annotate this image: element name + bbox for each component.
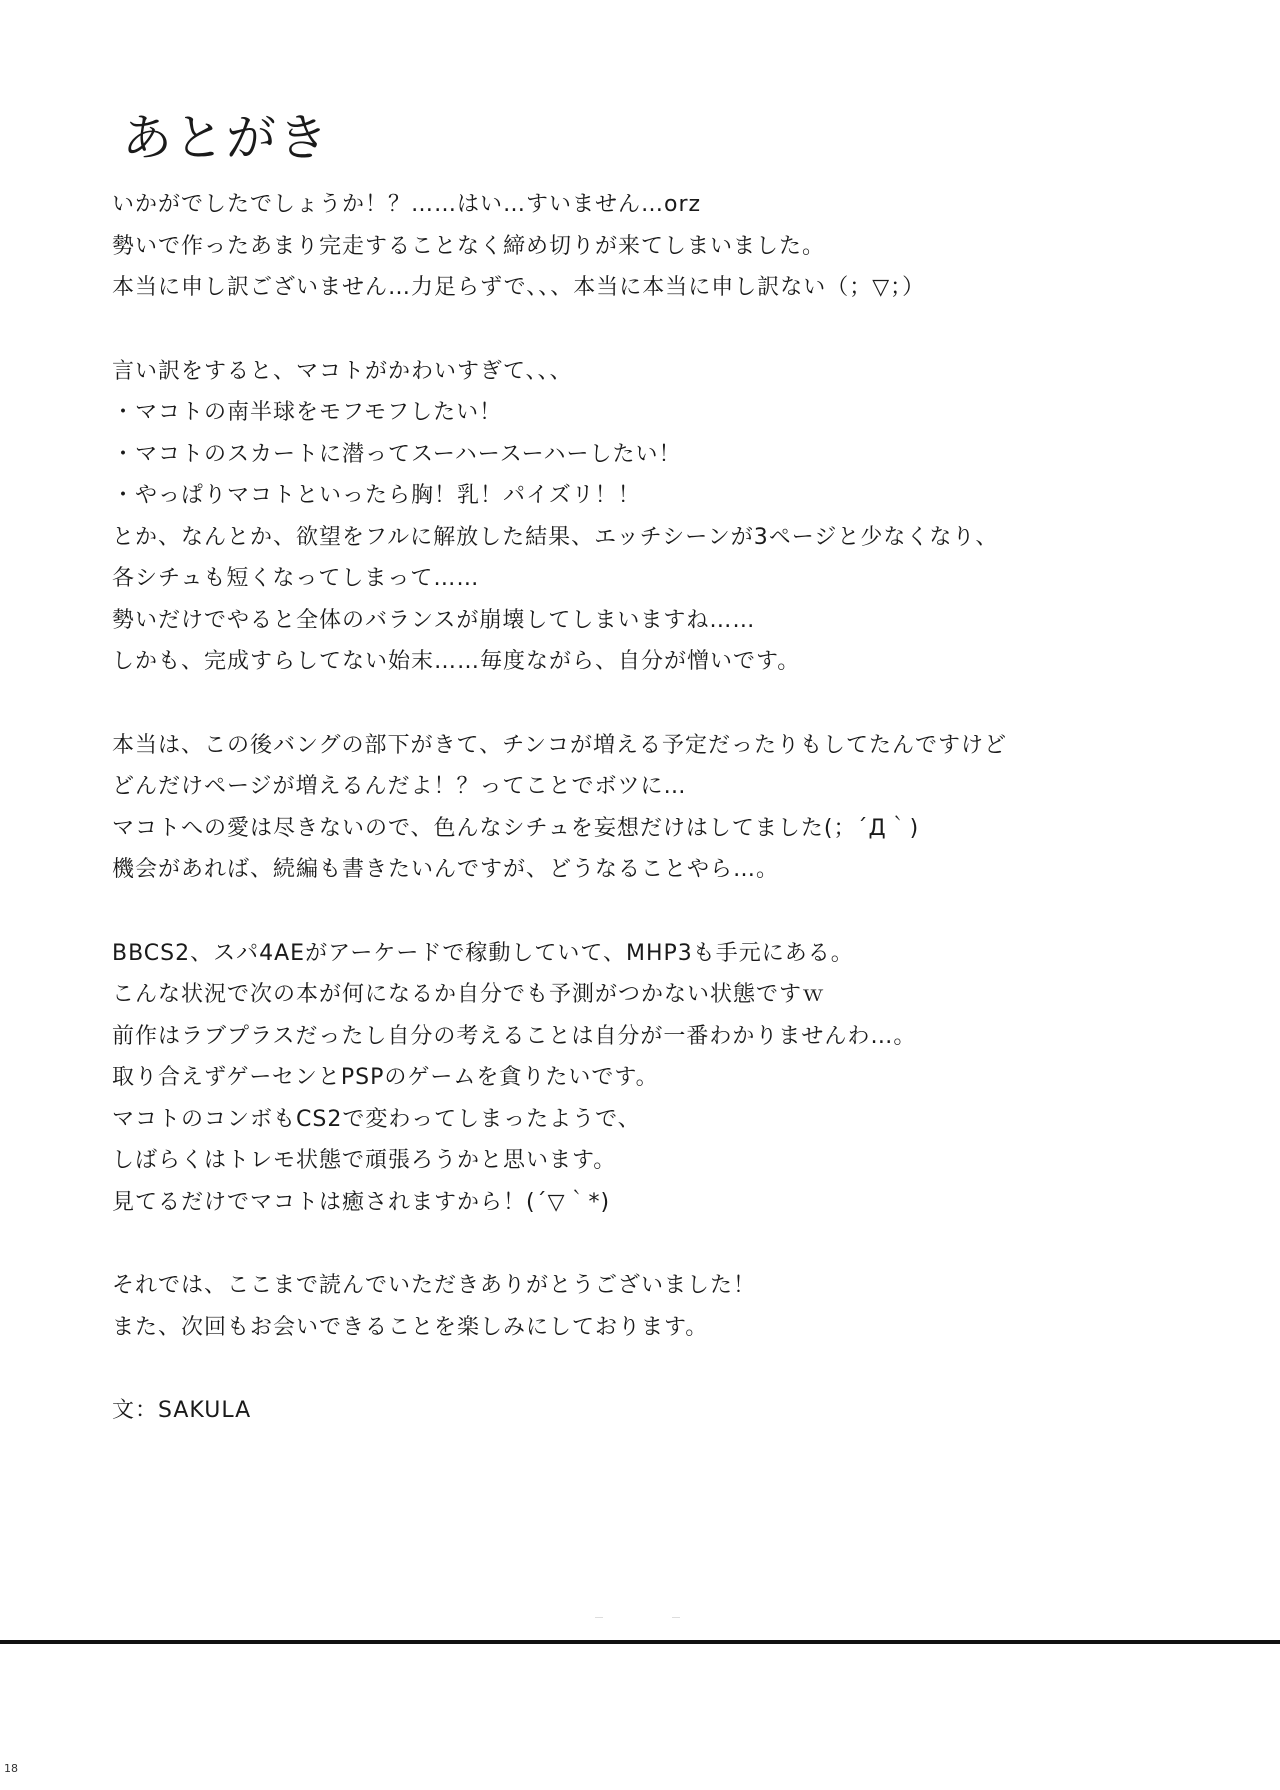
paragraph-excuses — [112, 351, 1212, 683]
text-line: 見てるだけでマコトは癒されますから！(´▽｀*) — [112, 1189, 611, 1215]
text-line: 勢いで作ったあまり完走することなく締め切りが来てしまいました。 — [112, 233, 826, 259]
page-number: 18 — [4, 1762, 18, 1775]
paragraph-plans — [112, 725, 1212, 891]
text-line: 本当に申し訳ございません…力足らずで、、、本当に本当に申し訳ない（；▽；） — [112, 275, 926, 300]
scan-mark — [595, 1617, 603, 1618]
text-line: 機会があれば、続編も書きたいんですが、どうなることやら…。 — [112, 857, 780, 882]
text-line: ・マコトのスカートに潜ってスーハースーハーしたい！ — [112, 441, 682, 467]
paragraph-apology — [112, 184, 1212, 309]
page-title: あとがき — [122, 109, 330, 167]
text-line: ・マコトの南半球をモフモフしたい！ — [112, 400, 503, 425]
text-line: 各シチュも短くなってしまって…… — [112, 566, 480, 591]
text-line: ・やっぱりマコトといったら胸！乳！パイズリ！！ — [112, 483, 641, 508]
text-line: マコトへの愛は尽きないので、色んなシチュを妄想だけはしてました(；´Д｀) — [112, 815, 920, 841]
text-line: とか、なんとか、欲望をフルに解放した結果、エッチシーンが3ページと少なくなり、 — [112, 524, 999, 550]
text-line: 本当は、この後バングの部下がきて、チンコが増える予定だったりもしてたんですけど — [112, 732, 1008, 758]
bottom-rule — [0, 1640, 1280, 1644]
paragraph-closing — [112, 1265, 1212, 1348]
text-line: しばらくはトレモ状態で頑張ろうかと思います。 — [112, 1148, 617, 1173]
paragraph-games — [112, 933, 1212, 1224]
text-line: 勢いだけでやると全体のバランスが崩壊してしまいますね…… — [112, 607, 756, 633]
afterword-body — [112, 184, 1212, 1432]
text-line: 言い訳をすると、マコトがかわいすぎて、、、 — [112, 358, 573, 384]
text-line: しかも、完成すらしてない始末……毎度ながら、自分が憎いです。 — [112, 649, 801, 674]
text-line: どんだけページが増えるんだよ！？ってことでボツに… — [112, 774, 687, 799]
signature-text: 文：SAKULA — [112, 1398, 252, 1423]
text-line: 前作はラブプラスだったし自分の考えることは自分が一番わかりませんわ…。 — [112, 1023, 917, 1049]
text-line: 取り合えずゲーセンとPSPのゲームを貪りたいです。 — [112, 1065, 659, 1090]
text-line: いかがでしたでしょうか！？……はい…すいません…orz — [112, 192, 702, 217]
scan-mark — [672, 1617, 680, 1618]
text-line: BBCS2、スパ4AEがアーケードで稼動していて、MHP3も手元にある。 — [112, 940, 854, 966]
text-line: また、次回もお会いできることを楽しみにしております。 — [112, 1314, 709, 1340]
text-line: こんな状況で次の本が何になるか自分でも予測がつかない状態ですｗ — [112, 982, 826, 1007]
signature — [112, 1390, 1212, 1432]
text-line: それでは、ここまで読んでいただきありがとうございました！ — [112, 1273, 757, 1298]
text-line: マコトのコンボもCS2で変わってしまったようで、 — [112, 1106, 641, 1132]
